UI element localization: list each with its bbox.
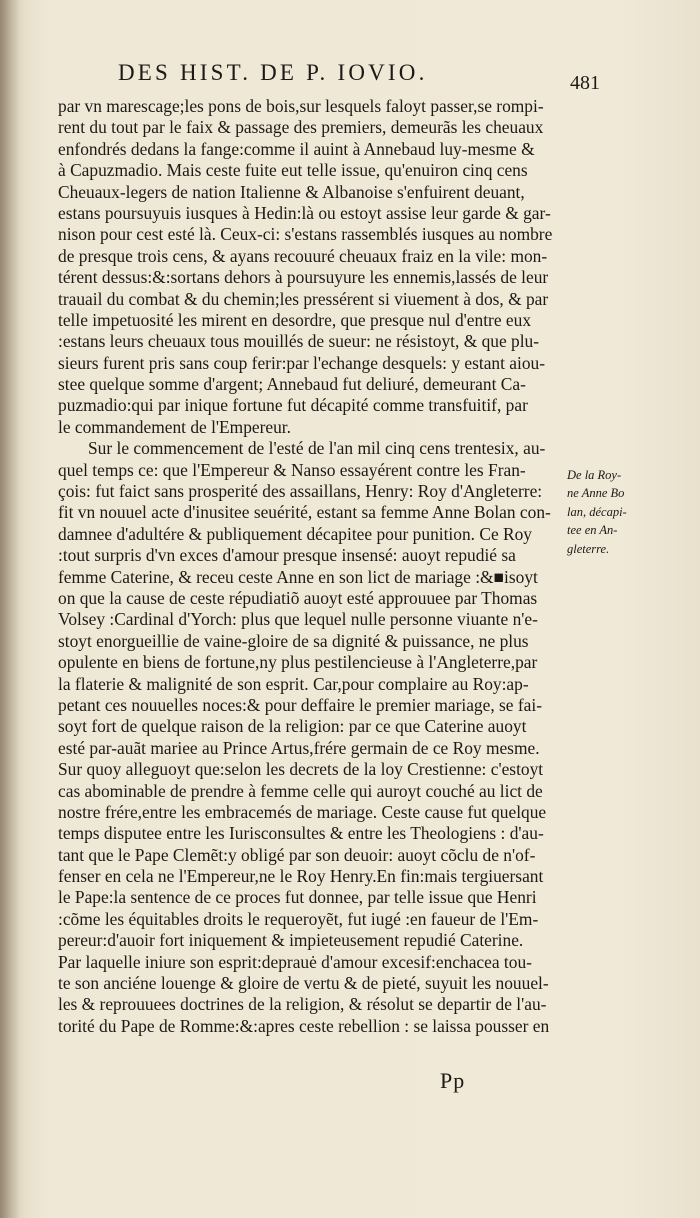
text-line: femme Caterine, & receu ceste Anne en son lict de mariage :&■isoyt [58,566,538,587]
text-line: on que la cause de ceste répudiatiõ auoyt esté approuuee par Thomas [58,587,538,608]
signature-mark: Pp [440,1068,466,1093]
text-line: temps disputee entre les Iurisconsultes & entre les Theologiens : d'au- [58,823,544,844]
text-line: Par laquelle iniure son esprit:deprauė d'amour excesif:enchacea tou- [58,951,532,972]
text-line: nison pour cest esté là. Ceux-ci: s'estans rassemblés iusques au nombre [58,224,553,245]
text-line: damnee d'adultére & publiquement décapitee pour punition. Ce Roy [58,523,532,544]
text-line: de presque trois cens, & ayans recouuré cheuaux fraiz en la vile: mon- [58,245,548,266]
text-line: le commandement de l'Empereur. [58,416,291,437]
text-line: esté par-auãt mariee au Prince Artus,frére germain de ce Roy mesme. [58,737,540,758]
text-line: opulente en biens de fortune,ny plus pestilencieuse à l'Angleterre,par [58,652,538,673]
text-line: pereur:d'auoir fort iniquement & impieteusement repudié Caterine. [58,930,524,951]
text-line: stee quelque somme d'argent; Annebaud fut deliuré, demeurant Ca- [58,374,526,395]
marginal-note [567,466,677,558]
text-line: stoyt enorgueillie de vaine-gloire de sa dignité & puissance, ne plus [58,630,529,651]
text-line: soyt fort de quelque raison de la religion: par ce que Caterine auoyt [58,716,527,737]
text-line: les & reprouuees doctrines de la religion, & résolut se departir de l'au- [58,994,547,1015]
marginal-note-line: lan, décapi- [567,504,627,519]
text-line: çois: fut faict sans prosperité des assaillans, Henry: Roy d'Angleterre: [58,481,543,502]
text-line: puzmadio:qui par inique fortune fut décapité comme transfuitif, par [58,395,528,416]
marginal-note-line: ne Anne Bo [567,486,625,501]
text-line: nostre frére,entre les embracemés de mariage. Ceste cause fut quelque [58,801,547,822]
running-head: DES HIST. DE P. IOVIO. [118,60,428,85]
text-line: Volsey :Cardinal d'Yorch: plus que lequel nulle personne viuante n'e- [58,609,538,630]
text-line: estans poursuyuis iusques à Hedin:là ou estoyt assise leur garde & gar- [58,202,551,223]
text-line: par vn marescage;les pons de bois,sur lesquels faloyt passer,se rompi- [58,96,544,116]
text-line: torité du Pape de Romme:&:apres ceste rebellion : se laissa pousser en [58,1015,550,1036]
text-line: fit vn nouuel acte d'inusitee seuérité, estant sa femme Anne Bolan con- [58,502,551,523]
text-line: sieurs furent pris sans coup ferir:par l'echange desquels: y estant aiou- [58,352,546,373]
text-line: la flaterie & malignité de son esprit. Car,pour complaire au Roy:ap- [58,673,529,694]
marginal-note-line: gleterre. [567,541,610,556]
gutter-shadow [0,0,20,1218]
text-line: :estans leurs cheuaux tous mouillés de sueur: ne résistoyt, & que plu- [58,331,540,352]
text-line: fenser en cela ne l'Empereur,ne le Roy Henry.En fin:mais tergiuersant [58,866,544,887]
body-text [58,96,568,1037]
text-line: :cõme les équitables droits le requeroyẽt, fut iugé :en faueur de l'Em- [58,908,539,929]
text-line: te son anciéne louenge & gloire de vertu & de pieté, suyuit les nouuel- [58,973,549,994]
text-line: trauail du combat & du chemin;les pressérent si viuement à dos, & par [58,288,549,309]
text-line: Cheuaux-legers de nation Italienne & Albanoise s'enfuirent deuant, [58,181,525,202]
text-line: petant ces nouuelles noces:& pour deffaire le premier mariage, se fai- [58,694,542,715]
text-line: cas abominable de prendre à femme celle qui auroyt couché au lict de [58,780,543,801]
text-line: enfondrés dedans la fange:comme il auint à Annebaud luy-mesme & [58,138,535,159]
marginal-note-line: tee en An- [567,523,618,538]
text-line: :tout surpris d'vn exces d'amour presque insensé: auoyt repudié sa [58,545,516,566]
text-line: à Capuzmadio. Mais ceste fuite eut telle issue, qu'enuiron cinq cens [58,160,528,181]
text-line: Sur quoy alleguoyt que:selon les decrets de la loy Crestienne: c'estoyt [58,759,544,780]
text-line: térent dessus:&:sortans dehors à poursuyure les ennemis,lassés de leur [58,267,549,288]
text-line: rent du tout par le faix & passage des premiers, demeurãs les cheuaux [58,117,544,138]
page-number: 481 [570,72,600,94]
marginal-note-line: De la Roy- [567,468,622,482]
text-line: Sur le commencement de l'esté de l'an mil cinq cens trentesix, au- [88,438,546,459]
text-line: telle impetuosité les mirent en desordre, que presque nul d'entre eux [58,309,532,330]
text-line: quel temps ce: que l'Empereur & Nanso essayérent contre les Fran- [58,459,526,480]
text-line: le Pape:la sentence de ce proces fut donnee, par telle issue que Henri [58,887,537,908]
text-line: tant que le Pape Clemẽt:y obligé par son deuoir: auoyt cõclu de n'of- [58,844,536,865]
